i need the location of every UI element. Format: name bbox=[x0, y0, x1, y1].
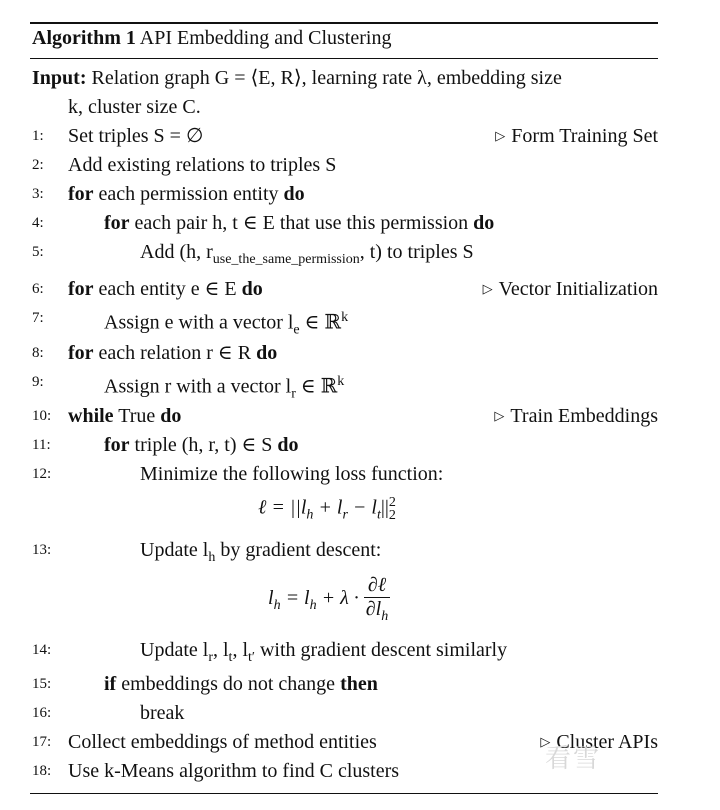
superscript: k bbox=[337, 374, 345, 389]
denominator bbox=[364, 598, 390, 625]
step-text: Assign e with a vector l bbox=[104, 311, 294, 334]
step-text: , t) to triples S bbox=[359, 241, 474, 263]
input-line bbox=[32, 65, 658, 91]
step-text: each permission entity bbox=[98, 183, 279, 205]
step-text: Add existing relations to triples S bbox=[68, 154, 337, 176]
comment-text: Train Embeddings bbox=[510, 405, 658, 427]
line-number: 15: bbox=[32, 676, 52, 692]
line-number: 12: bbox=[32, 466, 52, 482]
step-text: each relation r ∈ R bbox=[98, 342, 252, 364]
eq-part: = l bbox=[280, 587, 310, 610]
comment-vector-initialization bbox=[483, 276, 658, 302]
comment-text: Vector Initialization bbox=[498, 278, 658, 300]
numerator: ∂ℓ bbox=[364, 574, 390, 598]
subscript: use_the_same_permission bbox=[212, 252, 360, 267]
step-text: break bbox=[140, 702, 185, 724]
eq-part: + l bbox=[313, 496, 343, 519]
algorithm-label: Algorithm 1 bbox=[32, 27, 136, 49]
subscript: e bbox=[293, 322, 300, 338]
triangle-icon: ▷ bbox=[495, 128, 506, 143]
line-number: 14: bbox=[32, 642, 52, 658]
comment-form-training-set bbox=[495, 123, 658, 149]
step-text: ∈ ℝ bbox=[299, 311, 342, 334]
eq-sub: h bbox=[309, 598, 317, 614]
comment-text: Form Training Set bbox=[511, 125, 658, 147]
comment-train-embeddings bbox=[494, 403, 658, 429]
keyword: for bbox=[68, 342, 94, 364]
eq-sub: h bbox=[306, 507, 314, 523]
step-text: Add (h, r bbox=[140, 241, 213, 263]
input-line-2 bbox=[68, 94, 658, 120]
step-text: Assign r with a vector l bbox=[104, 375, 292, 398]
keyword: do bbox=[283, 183, 305, 205]
subscript: r bbox=[208, 650, 213, 665]
step-text: Set triples S = ∅ bbox=[68, 125, 204, 147]
keyword: do bbox=[277, 434, 299, 456]
line-number: 6: bbox=[32, 281, 44, 297]
keyword: do bbox=[160, 405, 182, 427]
step-text: Update l bbox=[140, 639, 209, 661]
line-number: 18: bbox=[32, 763, 52, 779]
watermark: 看雪 bbox=[545, 744, 602, 774]
triangle-icon: ▷ bbox=[540, 734, 551, 749]
triangle-icon: ▷ bbox=[482, 281, 493, 296]
superscript: k bbox=[341, 310, 349, 325]
loss-equation bbox=[258, 496, 396, 524]
step-text: Minimize the following loss function: bbox=[140, 463, 444, 485]
step-text: by gradient descent: bbox=[215, 539, 382, 561]
step-text: each pair h, t ∈ E that use this permission bbox=[134, 212, 469, 234]
subscript: t′ bbox=[248, 650, 255, 665]
line-number: 4: bbox=[32, 215, 44, 231]
step-text: Update l bbox=[140, 539, 209, 561]
eq-sup: 2 bbox=[388, 495, 396, 510]
line-number: 1: bbox=[32, 128, 44, 144]
eq-sub: h bbox=[273, 598, 281, 614]
eq-part: ∂l bbox=[365, 598, 382, 620]
line-number: 3: bbox=[32, 186, 44, 202]
line-number: 9: bbox=[32, 374, 44, 390]
subscript: r bbox=[291, 386, 296, 402]
title-rule bbox=[30, 58, 658, 59]
input-text: Relation graph G = ⟨E, R⟩, learning rate λ, embedding size bbox=[91, 67, 562, 89]
keyword: for bbox=[68, 278, 94, 300]
comment-text: Cluster APIs bbox=[556, 731, 658, 753]
keyword: for bbox=[104, 434, 130, 456]
input-text-2: k, cluster size C. bbox=[68, 96, 201, 118]
bottom-rule bbox=[30, 793, 658, 794]
line-number: 16: bbox=[32, 705, 52, 721]
line-number: 11: bbox=[32, 437, 51, 453]
line-number: 2: bbox=[32, 157, 44, 173]
eq-part: || bbox=[380, 496, 389, 519]
eq-sub: 2 bbox=[388, 508, 396, 523]
eq-part: − l bbox=[347, 496, 377, 519]
eq-part: + λ · bbox=[316, 587, 364, 610]
step-text: Collect embeddings of method entities bbox=[68, 731, 377, 753]
line-number: 10: bbox=[32, 408, 52, 424]
keyword: then bbox=[340, 673, 378, 695]
line-number: 13: bbox=[32, 542, 52, 558]
update-equation bbox=[268, 574, 390, 625]
step-text: with gradient descent similarly bbox=[254, 639, 508, 661]
step-text: embeddings do not change bbox=[121, 673, 336, 695]
keyword: do bbox=[473, 212, 495, 234]
step-text: ∈ ℝ bbox=[295, 375, 338, 398]
algorithm-title bbox=[32, 27, 391, 50]
subscript: t bbox=[228, 650, 233, 665]
algorithm-name: API Embedding and Clustering bbox=[139, 27, 392, 49]
keyword: do bbox=[241, 278, 263, 300]
input-label: Input: bbox=[32, 67, 87, 89]
step-text: , l bbox=[212, 639, 229, 661]
step-text: Use k-Means algorithm to find C clusters bbox=[68, 760, 400, 782]
line-number: 8: bbox=[32, 345, 44, 361]
keyword: do bbox=[256, 342, 278, 364]
keyword: while bbox=[68, 405, 114, 427]
step-text: triple (h, r, t) ∈ S bbox=[134, 434, 273, 456]
line-number: 7: bbox=[32, 310, 44, 326]
eq-part: l bbox=[268, 587, 274, 610]
subscript: h bbox=[208, 550, 216, 565]
eq-sub: h bbox=[381, 609, 389, 624]
step-text: True bbox=[118, 405, 156, 427]
step-text: , l bbox=[232, 639, 248, 661]
line-number: 17: bbox=[32, 734, 52, 750]
fraction bbox=[364, 574, 390, 625]
eq-sub: r bbox=[342, 507, 348, 523]
keyword: for bbox=[68, 183, 94, 205]
line-number: 5: bbox=[32, 244, 44, 260]
eq-sub: t bbox=[376, 507, 381, 523]
step-text: each entity e ∈ E bbox=[98, 278, 237, 300]
top-rule bbox=[30, 22, 658, 24]
keyword: for bbox=[104, 212, 130, 234]
eq-part: ℓ = ||l bbox=[258, 496, 307, 519]
keyword: if bbox=[104, 673, 117, 695]
triangle-icon: ▷ bbox=[494, 408, 505, 423]
